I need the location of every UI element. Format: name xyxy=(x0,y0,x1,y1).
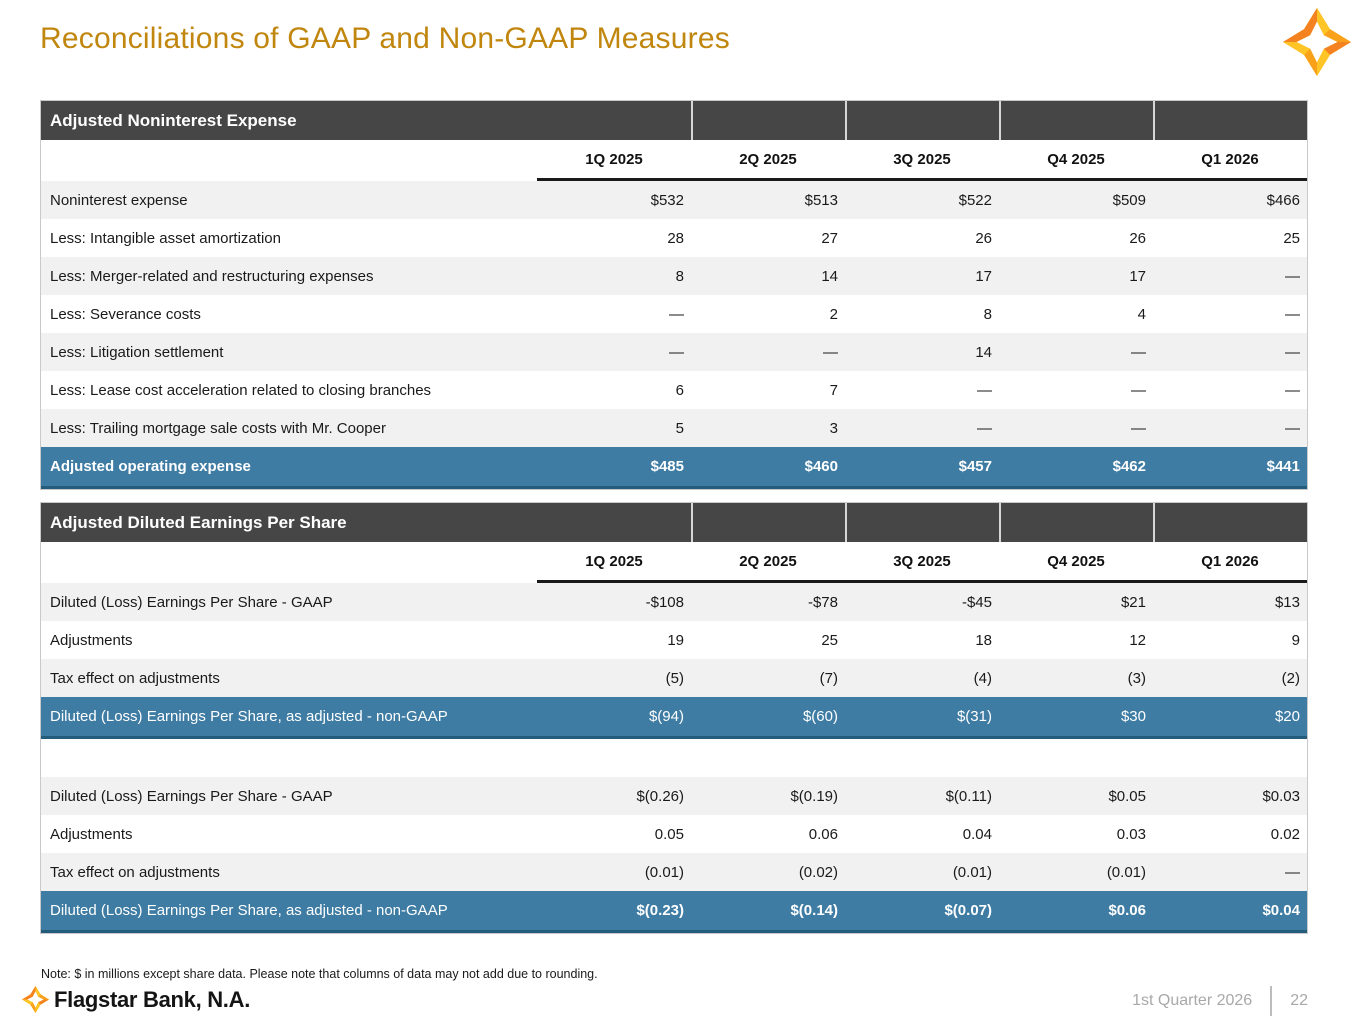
column-header: 1Q 2025 xyxy=(537,542,691,583)
total-value: $441 xyxy=(1266,458,1300,475)
cell-value: $522 xyxy=(958,191,992,209)
cell-value: $21 xyxy=(1120,593,1146,611)
cell-value: — xyxy=(1285,305,1300,323)
cell-value: 12 xyxy=(1129,631,1146,649)
flagstar-star-icon xyxy=(1283,8,1351,76)
cell-value: 7 xyxy=(829,381,838,399)
column-header: Q1 2026 xyxy=(1153,140,1307,181)
title-bar-cell xyxy=(999,503,1153,542)
cell-value: (2) xyxy=(1281,669,1300,687)
row-label: Noninterest expense xyxy=(50,191,188,209)
total-value: $0.06 xyxy=(1108,902,1146,919)
column-header-row xyxy=(41,140,1307,181)
cell-value: $513 xyxy=(804,191,838,209)
cell-value: $0.03 xyxy=(1262,787,1300,805)
page-title: Reconciliations of GAAP and Non-GAAP Measures xyxy=(40,22,730,55)
cell-value: — xyxy=(1285,381,1300,399)
cell-value: -$108 xyxy=(645,593,684,611)
cell-value: 17 xyxy=(1129,267,1146,285)
cell-value: — xyxy=(669,305,684,323)
cell-value: -$78 xyxy=(807,593,838,611)
cell-value: 26 xyxy=(1129,229,1146,247)
total-label: Diluted (Loss) Earnings Per Share, as adjusted - non-GAAP xyxy=(50,902,448,919)
cell-value: 8 xyxy=(675,267,684,285)
report-period: 1st Quarter 2026 xyxy=(1132,992,1253,1009)
total-label: Adjusted operating expense xyxy=(50,458,251,475)
cell-value: (0.01) xyxy=(952,863,992,881)
table-row xyxy=(41,583,1307,621)
column-header: 2Q 2025 xyxy=(691,542,845,583)
table-row xyxy=(41,621,1307,659)
column-header-row xyxy=(41,542,1307,583)
column-header: 3Q 2025 xyxy=(845,140,999,181)
table-title-bar xyxy=(41,503,1307,542)
row-label: Diluted (Loss) Earnings Per Share - GAAP xyxy=(50,593,333,611)
column-header: Q4 2025 xyxy=(999,140,1153,181)
cell-value: — xyxy=(669,343,684,361)
row-label: Less: Litigation settlement xyxy=(50,343,224,361)
cell-value: 25 xyxy=(1283,229,1300,247)
cell-value: 19 xyxy=(667,631,684,649)
brand-wordmark: Flagstar Bank, N.A. xyxy=(54,986,251,1012)
footer-meta xyxy=(1132,986,1308,1016)
row-label: Less: Merger-related and restructuring expenses xyxy=(50,267,374,285)
total-value: $0.04 xyxy=(1262,902,1300,919)
title-bar-cell xyxy=(691,503,845,542)
footnote: Note: $ in millions except share data. Please note that columns of data may not add due to rounding. xyxy=(41,967,598,981)
cell-value: — xyxy=(977,381,992,399)
cell-value: $0.05 xyxy=(1108,787,1146,805)
row-label: Less: Intangible asset amortization xyxy=(50,229,281,247)
row-label: Less: Trailing mortgage sale costs with Mr. Cooper xyxy=(50,419,386,437)
row-label: Diluted (Loss) Earnings Per Share - GAAP xyxy=(50,787,333,805)
cell-value: $466 xyxy=(1266,191,1300,209)
cell-value: 2 xyxy=(829,305,838,323)
total-value: $485 xyxy=(650,458,684,475)
table-row xyxy=(41,181,1307,219)
cell-value: 18 xyxy=(975,631,992,649)
row-label: Less: Lease cost acceleration related to closing branches xyxy=(50,381,432,399)
row-label: Tax effect on adjustments xyxy=(50,863,220,881)
cell-value: — xyxy=(1131,343,1146,361)
total-value: $(31) xyxy=(956,708,992,725)
table-adjusted-diluted-eps xyxy=(40,502,1308,934)
total-value: $460 xyxy=(804,458,838,475)
total-value: $457 xyxy=(958,458,992,475)
total-value: $30 xyxy=(1120,708,1146,725)
total-label: Diluted (Loss) Earnings Per Share, as adjusted - non-GAAP xyxy=(50,708,448,725)
cell-value: $532 xyxy=(650,191,684,209)
row-label: Adjustments xyxy=(50,631,133,649)
total-value: $(0.23) xyxy=(636,902,684,919)
cell-value: -$45 xyxy=(961,593,992,611)
title-bar-cell xyxy=(845,101,999,140)
cell-value: — xyxy=(1285,267,1300,285)
table-row xyxy=(41,295,1307,333)
cell-value: — xyxy=(1131,419,1146,437)
cell-value: $(0.26) xyxy=(636,787,684,805)
table-row xyxy=(41,219,1307,257)
cell-value: 6 xyxy=(675,381,684,399)
cell-value: 0.06 xyxy=(808,825,838,843)
cell-value: $509 xyxy=(1112,191,1146,209)
footer-divider xyxy=(1270,986,1272,1016)
total-value: $20 xyxy=(1274,708,1300,725)
table-row xyxy=(41,333,1307,371)
cell-value: — xyxy=(977,419,992,437)
title-bar-cell xyxy=(1153,101,1307,140)
cell-value: (7) xyxy=(819,669,838,687)
cell-value: — xyxy=(1285,343,1300,361)
cell-value: 0.03 xyxy=(1116,825,1146,843)
flagstar-star-icon xyxy=(22,986,49,1013)
table-title: Adjusted Noninterest Expense xyxy=(50,110,297,130)
cell-value: $(0.19) xyxy=(790,787,838,805)
cell-value: 0.02 xyxy=(1270,825,1300,843)
cell-value: (4) xyxy=(973,669,992,687)
table-row xyxy=(41,777,1307,815)
cell-value: — xyxy=(823,343,838,361)
cell-value: 26 xyxy=(975,229,992,247)
cell-value: 0.04 xyxy=(962,825,992,843)
title-bar-cell xyxy=(691,101,845,140)
spacer-row xyxy=(41,739,1307,777)
table-row xyxy=(41,659,1307,697)
row-label: Tax effect on adjustments xyxy=(50,669,220,687)
column-header: Q1 2026 xyxy=(1153,542,1307,583)
total-value: $(0.14) xyxy=(790,902,838,919)
total-value: $462 xyxy=(1112,458,1146,475)
page-number: 22 xyxy=(1290,992,1308,1009)
cell-value: 25 xyxy=(821,631,838,649)
cell-value: 4 xyxy=(1137,305,1146,323)
cell-value: $(0.11) xyxy=(945,787,992,805)
cell-value: 27 xyxy=(821,229,838,247)
row-label: Adjustments xyxy=(50,825,133,843)
table-title-bar xyxy=(41,101,1307,140)
cell-value: 0.05 xyxy=(654,825,684,843)
table-row xyxy=(41,853,1307,891)
cell-value: $13 xyxy=(1274,593,1300,611)
table-row xyxy=(41,815,1307,853)
total-row xyxy=(41,891,1307,933)
cell-value: (0.02) xyxy=(798,863,838,881)
title-bar-cell xyxy=(999,101,1153,140)
column-header: 1Q 2025 xyxy=(537,140,691,181)
row-label: Less: Severance costs xyxy=(50,305,201,323)
total-value: $(60) xyxy=(802,708,838,725)
cell-value: 17 xyxy=(975,267,992,285)
cell-value: 9 xyxy=(1291,631,1300,649)
total-row xyxy=(41,697,1307,739)
total-value: $(94) xyxy=(648,708,684,725)
cell-value: (3) xyxy=(1127,669,1146,687)
cell-value: 28 xyxy=(667,229,684,247)
cell-value: — xyxy=(1285,419,1300,437)
table-row xyxy=(41,409,1307,447)
cell-value: 14 xyxy=(821,267,838,285)
cell-value: 5 xyxy=(675,419,684,437)
cell-value: (0.01) xyxy=(644,863,684,881)
total-value: $(0.07) xyxy=(944,902,992,919)
cell-value: 8 xyxy=(983,305,992,323)
total-row xyxy=(41,447,1307,489)
column-header: 2Q 2025 xyxy=(691,140,845,181)
table-title: Adjusted Diluted Earnings Per Share xyxy=(50,512,347,532)
brand-logo xyxy=(22,986,250,1013)
cell-value: (5) xyxy=(665,669,684,687)
title-bar-cell xyxy=(1153,503,1307,542)
column-header: 3Q 2025 xyxy=(845,542,999,583)
cell-value: — xyxy=(1131,381,1146,399)
cell-value: — xyxy=(1285,863,1300,881)
table-adjusted-noninterest-expense xyxy=(40,100,1308,490)
cell-value: 3 xyxy=(829,419,838,437)
cell-value: 14 xyxy=(975,343,992,361)
title-bar-cell xyxy=(845,503,999,542)
column-header: Q4 2025 xyxy=(999,542,1153,583)
table-row xyxy=(41,371,1307,409)
cell-value: (0.01) xyxy=(1106,863,1146,881)
table-row xyxy=(41,257,1307,295)
